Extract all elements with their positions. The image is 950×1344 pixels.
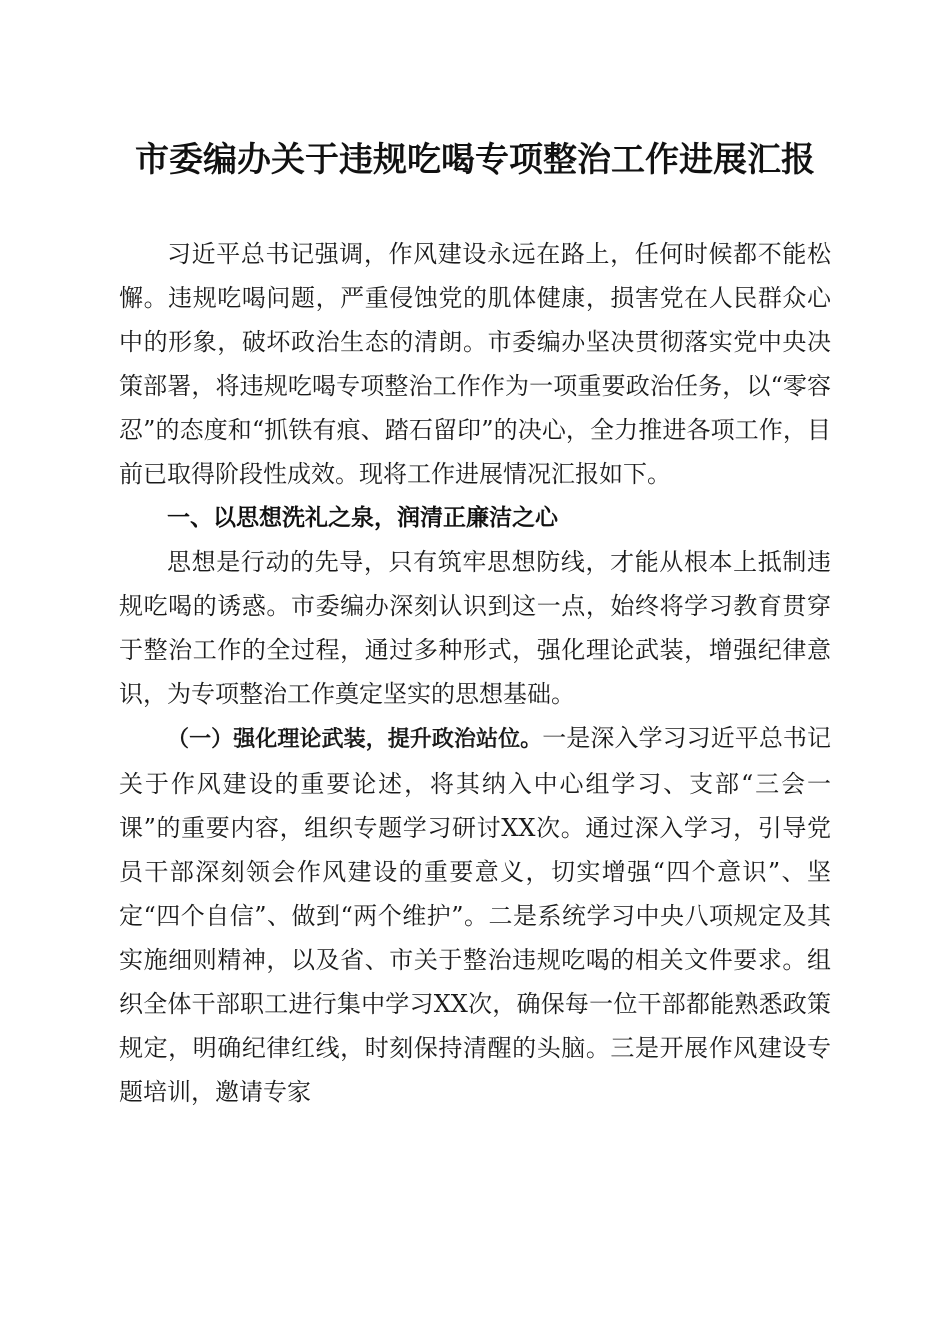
document-body <box>119 232 831 1114</box>
document-title: 市委编办关于违规吃喝专项整治工作进展汇报 <box>135 140 815 180</box>
subsection-1-text: 一是深入学习习近平总书记关于作风建设的重要论述，将其纳入中心组学习、支部“三会一课”的重要内容，组织专题学习研讨XX次。通过深入学习，引导党员干部深刻领会作风建设的重要意义，切实增强“四个意识”、坚定“四个自信”、做到“两个维护”。二是系统学习中央八项规定及其实施细则精神，以及省、市关于整治违规吃喝的相关文件要求。组织全体干部职工进行集中学习XX次，确保每一位干部都能熟悉政策规定，明确纪律红线，时刻保持清醒的头脑。三是开展作风建设专题培训，邀请专家 <box>119 724 831 1106</box>
section-1-heading: 一、以思想洗礼之泉，润清正廉洁之心 <box>167 505 558 531</box>
subsection-1-heading: （一）强化理论武装，提升政治站位。 <box>167 727 543 752</box>
section-1-paragraph: 思想是行动的先导，只有筑牢思想防线，才能从根本上抵制违规吃喝的诱惑。市委编办深刻认识到这一点，始终将学习教育贯穿于整治工作的全过程，通过多种形式，强化理论武装，增强纪律意识，为专项整治工作奠定坚实的思想基础。 <box>119 548 831 708</box>
subsection-1-paragraph <box>119 716 831 1114</box>
intro-paragraph: 习近平总书记强调，作风建设永远在路上，任何时候都不能松懈。违规吃喝问题，严重侵蚀党的肌体健康，损害党在人民群众心中的形象，破坏政治生态的清朗。市委编办坚决贯彻落实党中央决策部署，将违规吃喝专项整治工作作为一项重要政治任务，以“零容忍”的态度和“抓铁有痕、踏石留印”的决心，全力推进各项工作，目前已取得阶段性成效。现将工作进展情况汇报如下。 <box>119 240 831 488</box>
